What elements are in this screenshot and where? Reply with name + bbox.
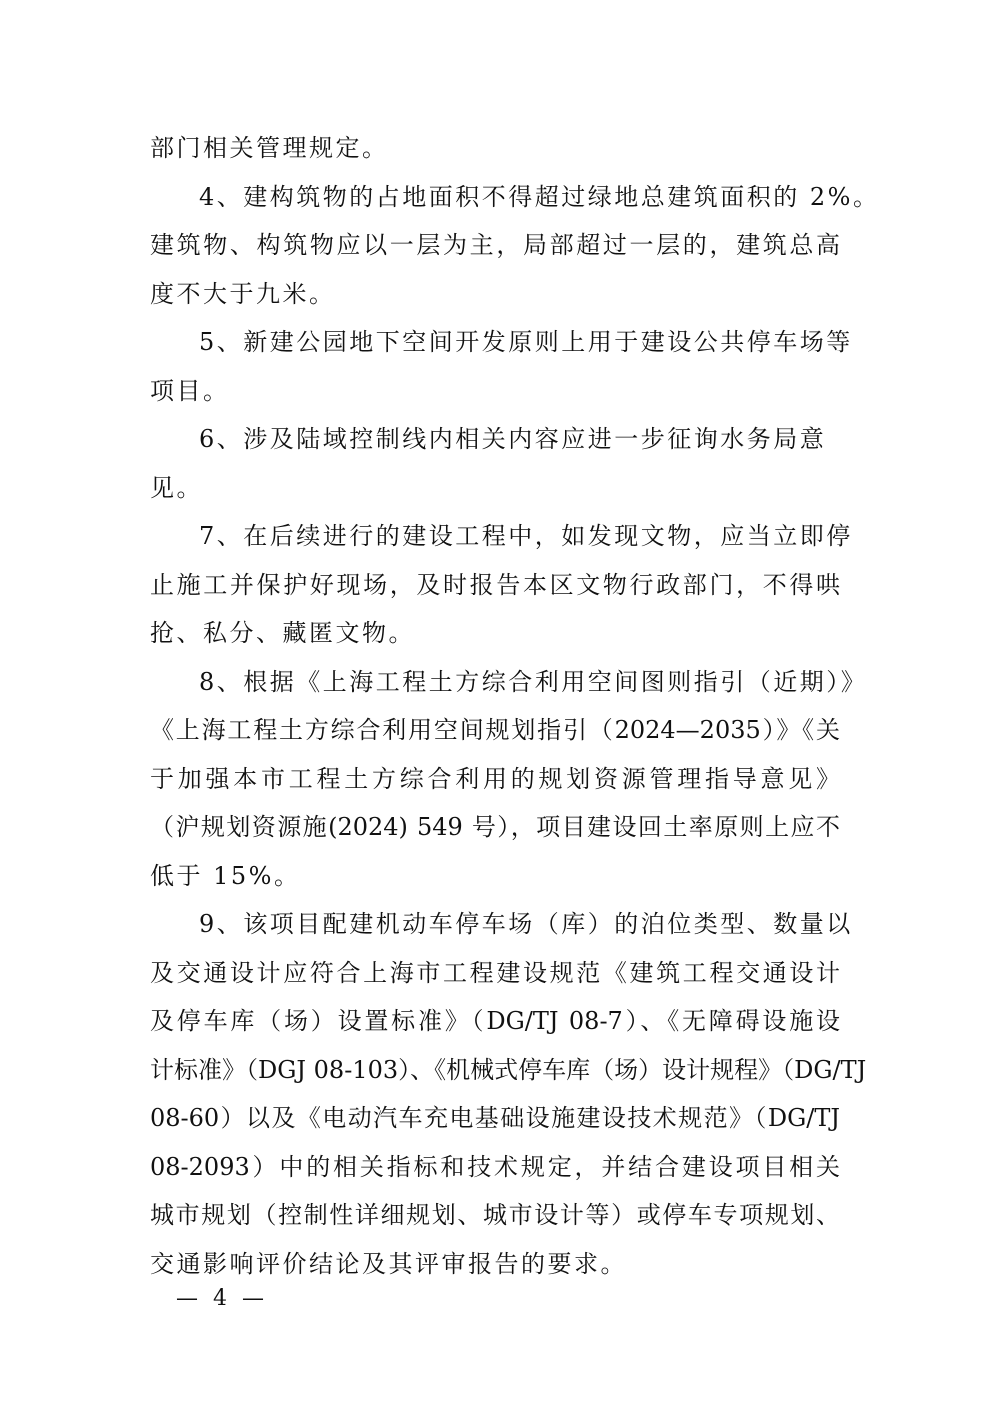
text-line: 08-60）以及《电动汽车充电基础设施建设技术规范》（DG/TJ	[150, 1104, 840, 1132]
text-line: 止施工并保护好现场，及时报告本区文物行政部门，不得哄	[150, 570, 840, 599]
text-line: 部门相关管理规定。	[150, 134, 389, 162]
item-4-first-line: 4、建构筑物的占地面积不得超过绿地总建筑面积的 2%。	[199, 182, 880, 211]
text-line: 城市规划（控制性详细规划、城市设计等）或停车专项规划、	[150, 1201, 840, 1229]
item-5-first-line: 5、新建公园地下空间开发原则上用于建设公共停车场等	[199, 328, 853, 356]
text-line: 建筑物、构筑物应以一层为主，局部超过一层的，建筑总高	[150, 231, 840, 259]
text-line: 见。	[150, 473, 203, 502]
text-line: 及停车库（场）设置标准》（DG/TJ 08-7）、《无障碍设施设	[150, 1007, 840, 1035]
text-line: （沪规划资源施(2024) 549 号），项目建设回土率原则上应不	[150, 813, 840, 841]
item-9-first-line: 9、该项目配建机动车停车场（库）的泊位类型、数量以	[199, 910, 853, 938]
document-body	[150, 124, 880, 1288]
text-line: 交通影响评价结论及其评审报告的要求。	[150, 1249, 627, 1278]
text-line: 抢、私分、藏匿文物。	[150, 619, 415, 647]
item-8-first-line: 8、根据《上海工程土方综合利用空间图则指引（近期）》	[199, 667, 868, 696]
text-line: 《上海工程土方综合利用空间规划指引（2024—2035）》《关	[150, 716, 840, 744]
text-line: 08-2093）中的相关指标和技术规定，并结合建设项目相关	[150, 1152, 840, 1181]
text-line: 项目。	[150, 376, 230, 405]
item-6-first-line: 6、涉及陆域控制线内相关内容应进一步征询水务局意	[199, 425, 827, 453]
text-line: 计标准》（DGJ 08-103）、《机械式停车库（场）设计规程》（DG/TJ	[150, 1055, 867, 1084]
item-7-first-line: 7、在后续进行的建设工程中，如发现文物，应当立即停	[199, 522, 853, 550]
text-line: 度不大于九米。	[150, 279, 336, 308]
text-line: 于加强本市工程土方综合利用的规划资源管理指导意见》	[150, 764, 840, 793]
text-line: 低于 15%。	[150, 861, 301, 890]
text-line: 及交通设计应符合上海市工程建设规范《建筑工程交通设计	[150, 958, 840, 987]
page-number: — 4 —	[176, 1286, 268, 1311]
